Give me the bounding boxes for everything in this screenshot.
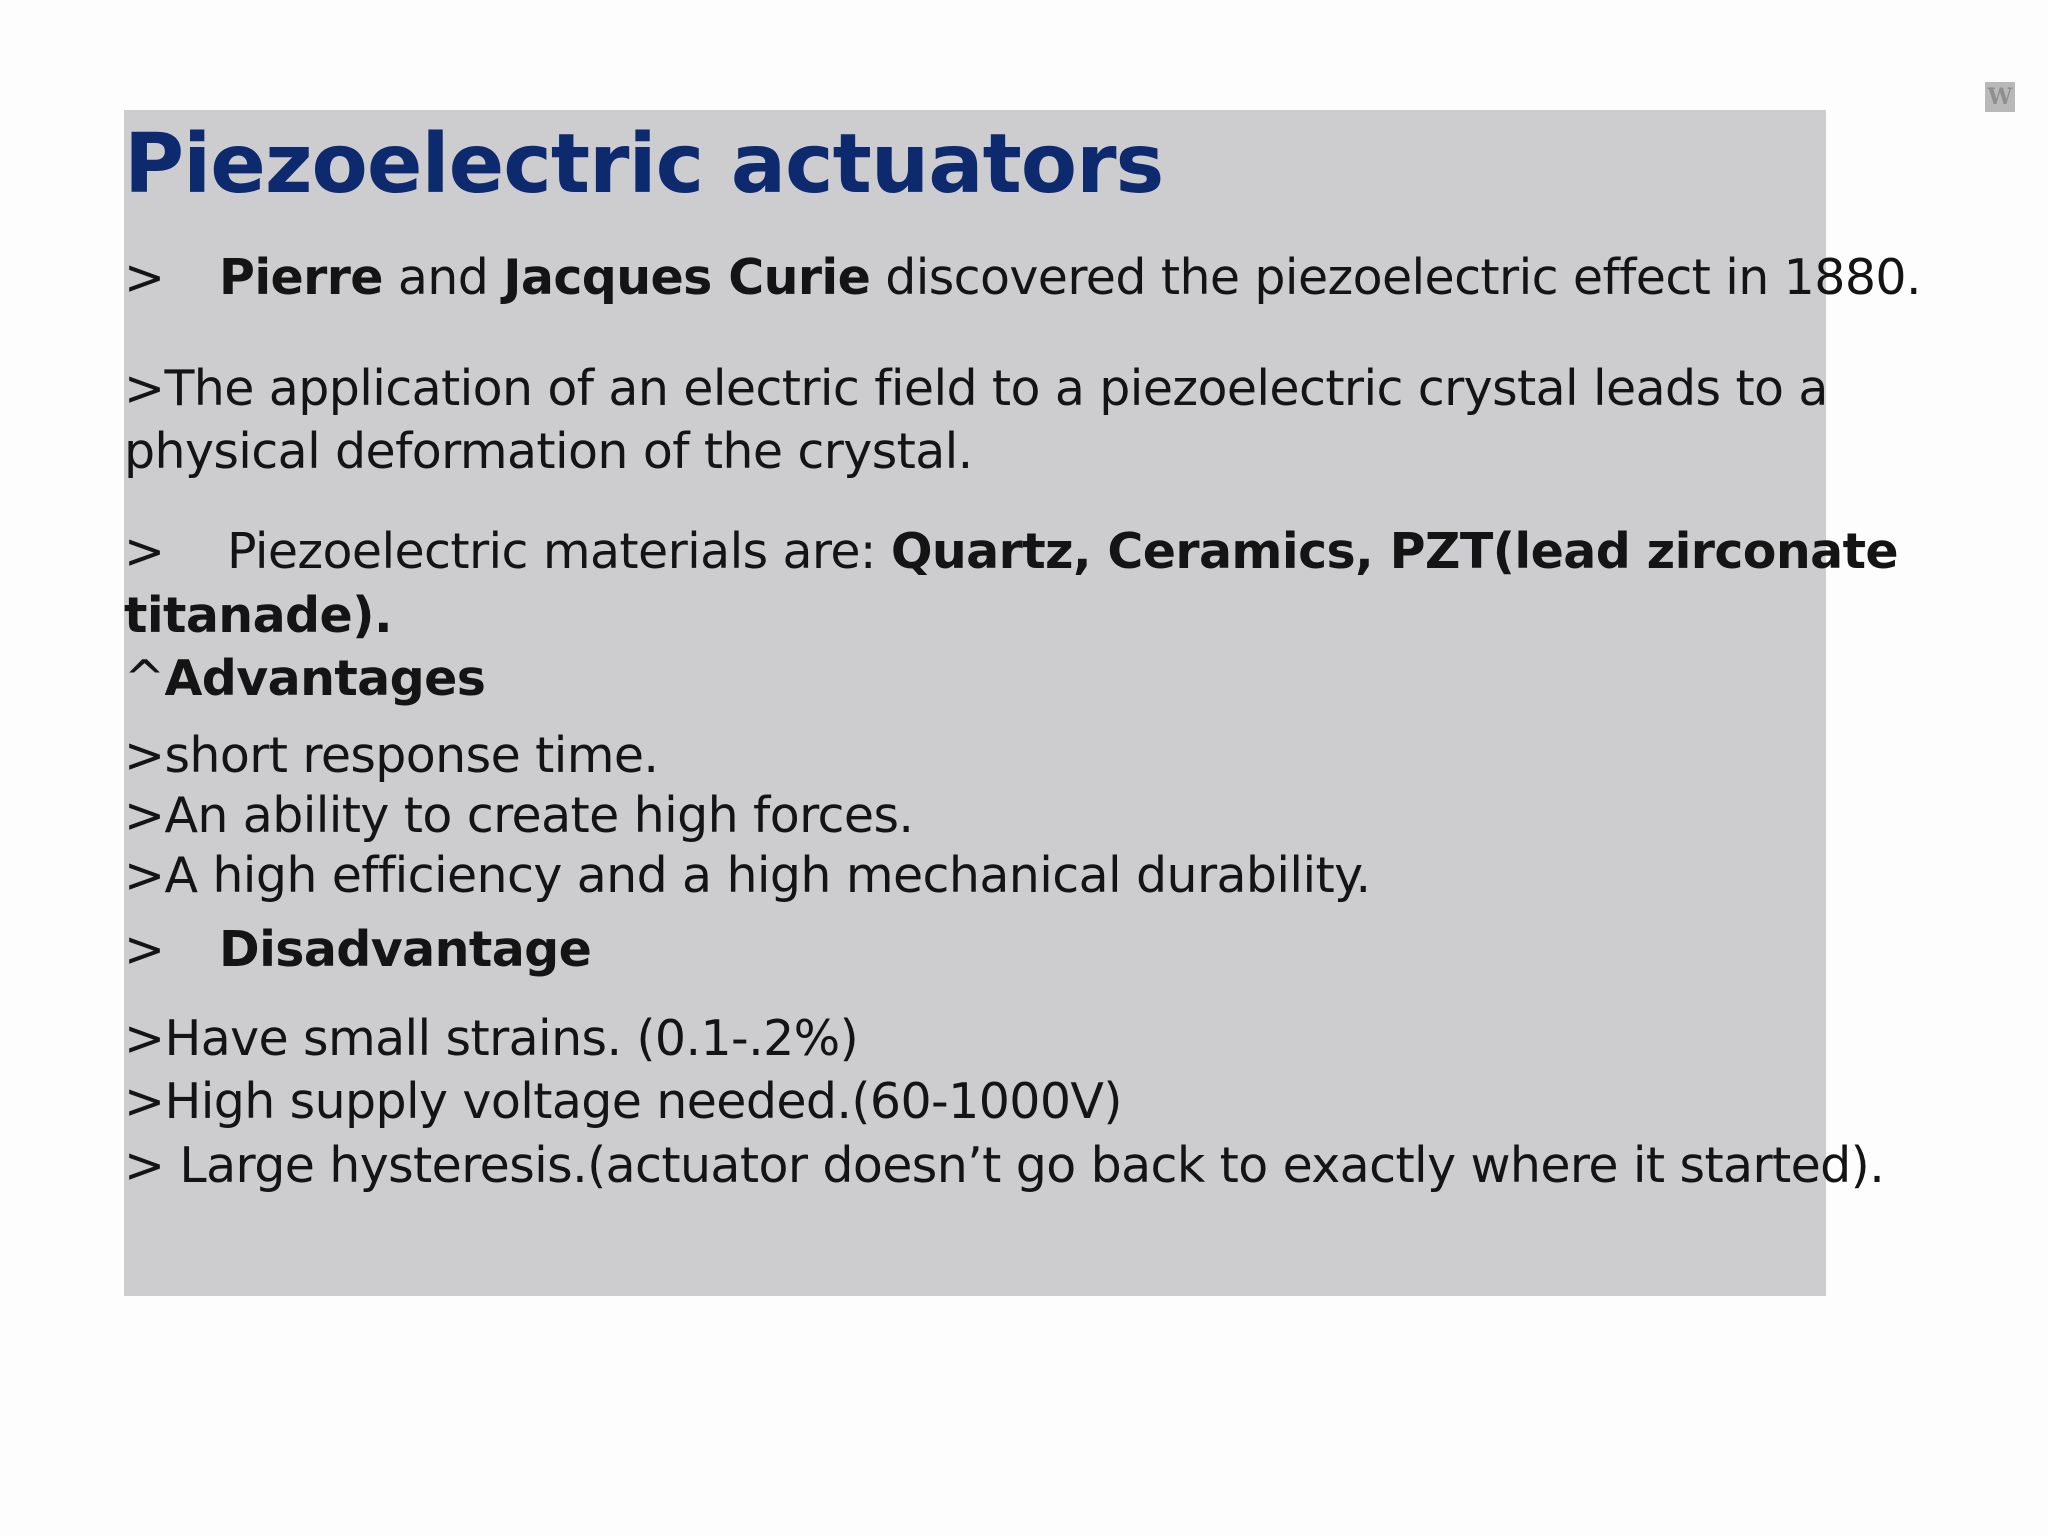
disadvantage-heading-text: Disadvantage: [219, 921, 592, 978]
application-line-1: >The application of an electric field to a piezoelectric crystal leads to a: [124, 360, 1828, 417]
bullet-marker: >: [124, 921, 165, 978]
slide-title: Piezoelectric actuators: [124, 117, 1164, 212]
disadvantage-heading: [124, 918, 591, 982]
advantages-heading-text: Advantages: [164, 650, 486, 707]
advantage-item: >A high efficiency and a high mechanical durability.: [124, 847, 1371, 904]
disadvantage-item: > Large hysteresis.(actuator doesn’t go back to exactly where it started).: [124, 1137, 1885, 1194]
disadvantage-item: >High supply voltage needed.(60-1000V): [124, 1073, 1122, 1130]
name-jacques-curie: Jacques Curie: [503, 249, 871, 306]
watermark-logo-icon: W: [1985, 82, 2015, 112]
bullet-marker: >: [124, 523, 165, 580]
discovery-text: discovered the piezoelectric effect in 1880.: [870, 249, 1921, 306]
name-pierre: Pierre: [219, 249, 383, 306]
bullet-marker: >: [124, 249, 165, 306]
materials-lead: Piezoelectric materials are:: [227, 523, 891, 580]
materials-line-1: [124, 520, 1898, 584]
application-line-2: physical deformation of the crystal.: [124, 423, 973, 480]
disadvantage-item: >Have small strains. (0.1-.2%): [124, 1010, 859, 1067]
curie-discovery-line: [124, 246, 1921, 310]
advantage-item: >short response time.: [124, 727, 659, 784]
conjunction-text: and: [382, 249, 504, 306]
materials-list-part1: Quartz, Ceramics, PZT(lead zirconate: [890, 523, 1899, 580]
advantages-heading: [124, 647, 485, 711]
materials-list-part2: titanade).: [124, 587, 392, 644]
caret-marker: ^: [124, 650, 165, 707]
advantage-item: >An ability to create high forces.: [124, 787, 914, 844]
materials-line-2: [124, 584, 392, 648]
